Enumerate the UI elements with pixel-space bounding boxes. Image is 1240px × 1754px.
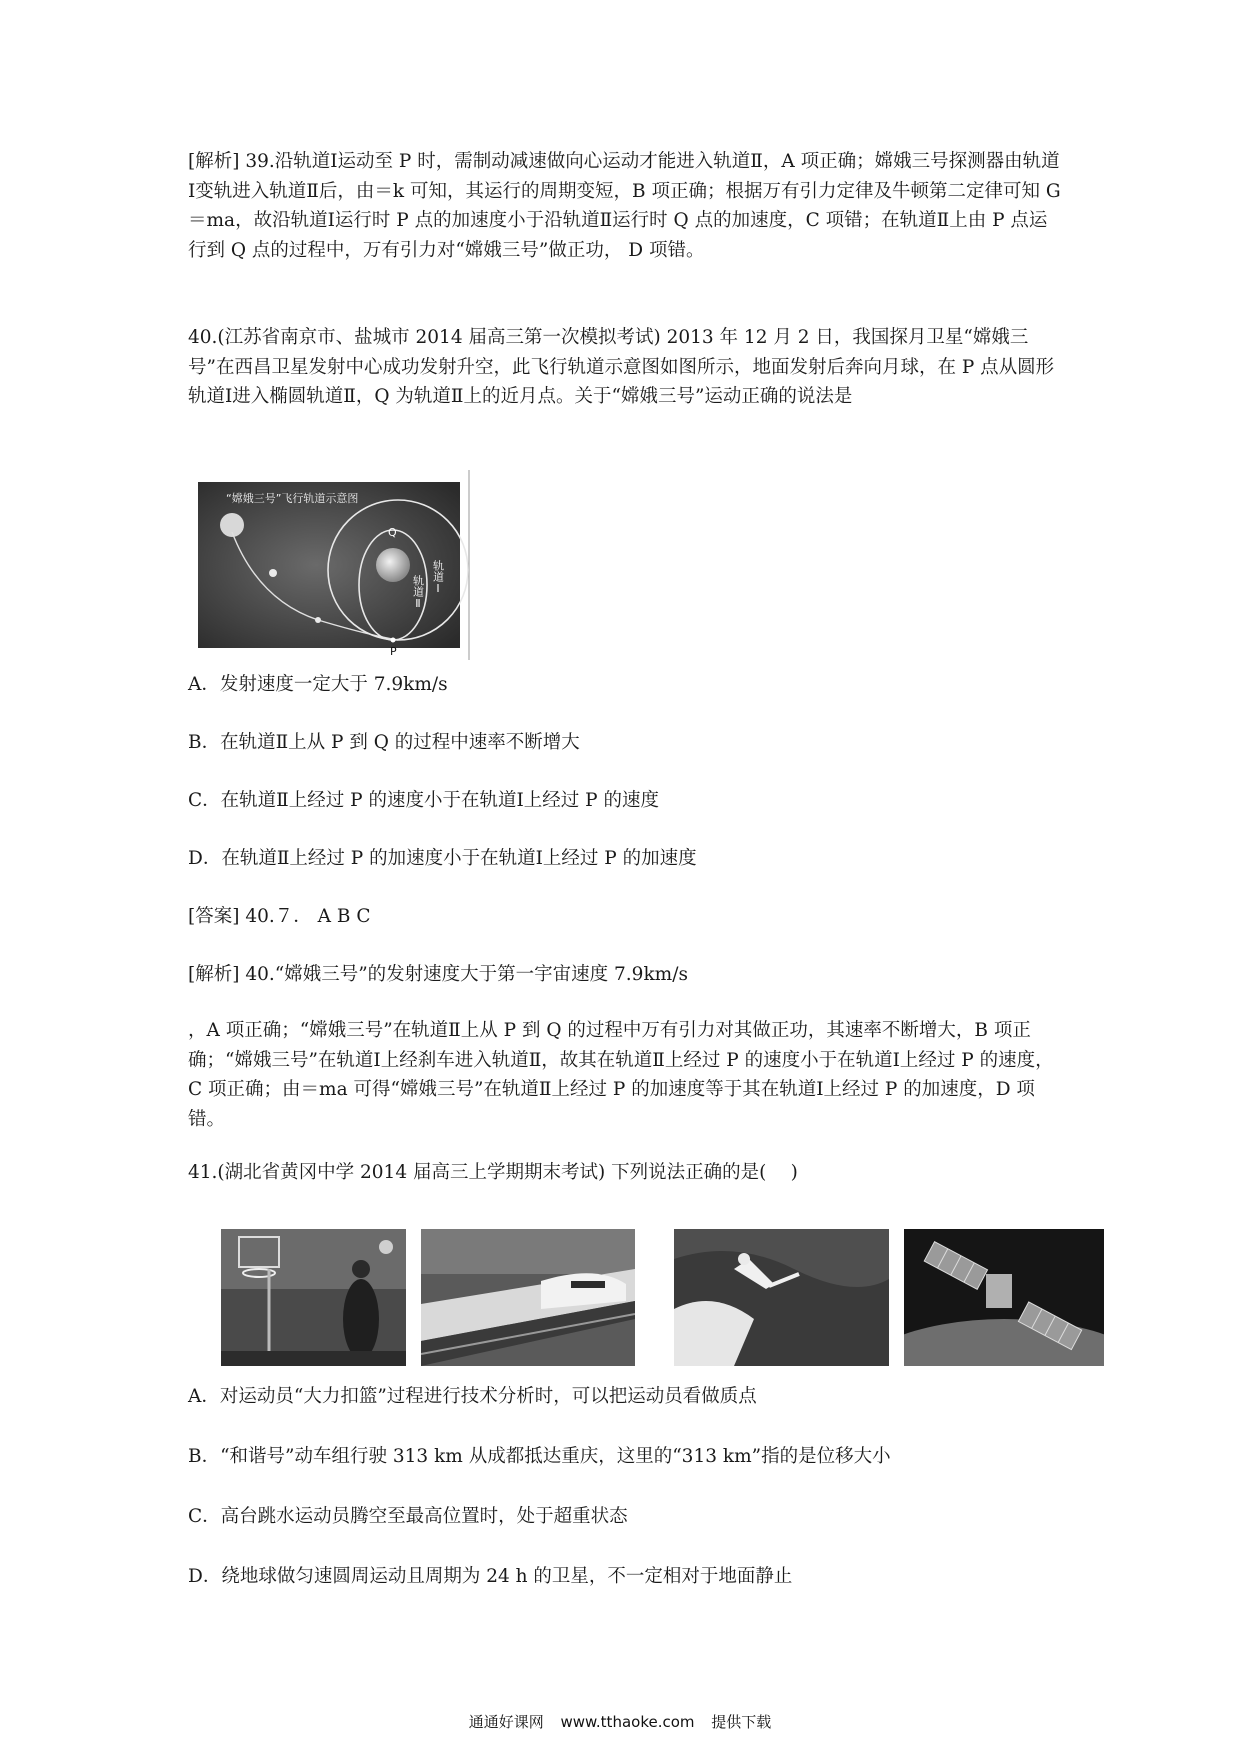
analysis-39: [解析] 39.沿轨道Ⅰ运动至 P 时，需制动减速做向心运动才能进入轨道Ⅱ，A 项正确；嫦娥三号探测器由轨道Ⅰ变轨进入轨道Ⅱ后，由＝k 可知，其运行的周期变短，B 项正确；根据万有引力定律及牛顿第二定律可知 G＝ma，故沿轨道Ⅰ运行时 P 点的加速度小于沿轨道Ⅱ运行时 Q 点的加速度，C 项错；在轨道Ⅱ上由 P 点运行到 Q 点的过程中，万有引力对“嫦娥三号”做正功， D 项错。 (188, 151, 1061, 261)
question-41-option-d: D．绕地球做匀速圆周运动且周期为 24 h 的卫星，不一定相对于地面静止 (188, 1566, 793, 1587)
label-q: Q (388, 526, 397, 539)
question-41-option-a: A．对运动员“大力扣篮”过程进行技术分析时，可以把运动员看做质点 (188, 1386, 757, 1407)
footer-note: 提供下载 (711, 1713, 772, 1731)
label-orbit-1 (432, 559, 445, 595)
svg-text:轨道Ⅱ: 轨道Ⅱ (411, 575, 425, 610)
photo-satellite (904, 1229, 1104, 1366)
question-40-option-b: B．在轨道Ⅱ上从 P 到 Q 的过程中速率不断增大 (188, 732, 580, 753)
question-40-option-c: C．在轨道Ⅱ上经过 P 的速度小于在轨道Ⅰ上经过 P 的速度 (188, 790, 659, 811)
question-40-option-a: A．发射速度一定大于 7.9km/s (188, 674, 448, 695)
footer-site-name: 通通好课网 (468, 1713, 544, 1731)
label-p: P (390, 645, 397, 658)
analysis-40-continued: ，A 项正确；“嫦娥三号”在轨道Ⅱ上从 P 到 Q 的过程中万有引力对其做正功，其速率不断增大，B 项正确；“嫦娥三号”在轨道Ⅰ上经刹车进入轨道Ⅱ，故其在轨道Ⅱ上经过 P 的速度小于在轨道Ⅰ上经过 P 的速度，C 项正确；由＝ma 可得“嫦娥三号”在轨道Ⅱ上经过 P 的加速度等于其在轨道Ⅰ上经过 P 的加速度，D 项错。 (188, 1020, 1054, 1130)
svg-text:轨道Ⅰ: 轨道Ⅰ (431, 560, 445, 595)
question-40-option-d: D．在轨道Ⅱ上经过 P 的加速度小于在轨道Ⅰ上经过 P 的加速度 (188, 848, 697, 869)
photo-high-speed-train (421, 1229, 635, 1366)
label-orbit-2 (412, 574, 425, 610)
question-40-answer: [答案] 40.７． A B C (188, 906, 371, 927)
photo-basketball-dunk (221, 1229, 406, 1366)
footer-url[interactable]: www.tthaoke.com (560, 1713, 695, 1731)
figure-title: “嫦娥三号”飞行轨道示意图 (226, 492, 359, 505)
moon-icon (376, 548, 410, 582)
question-40-stem: 40.(江苏省南京市、盐城市 2014 届高三第一次模拟考试) 2013 年 12 月 2 日，我国探月卫星“嫦娥三号”在西昌卫星发射中心成功发射升空，此飞行轨道示意图如图所示，地面发射后奔向月球，在 P 点从圆形轨道Ⅰ进入椭圆轨道Ⅱ，Q 为轨道Ⅱ上的近月点。关于“嫦娥三号”运动正确的说法是 (188, 327, 1055, 407)
orbit-diagram-figure (188, 470, 470, 660)
analysis-40-first-line: [解析] 40.“嫦娥三号”的发射速度大于第一宇宙速度 7.9km/s (188, 964, 688, 985)
page-footer (0, 1711, 1240, 1732)
photo-high-diving (674, 1229, 889, 1366)
question-41-option-b: B．“和谐号”动车组行驶 313 km 从成都抵达重庆，这里的“313 km”指的是位移大小 (188, 1446, 891, 1467)
orbit-diagram-image (188, 470, 470, 660)
question-41-option-c: C．高台跳水运动员腾空至最高位置时，处于超重状态 (188, 1506, 628, 1527)
question-41-stem: 41.(湖北省黄冈中学 2014 届高三上学期期末考试) 下列说法正确的是( ) (188, 1162, 798, 1183)
